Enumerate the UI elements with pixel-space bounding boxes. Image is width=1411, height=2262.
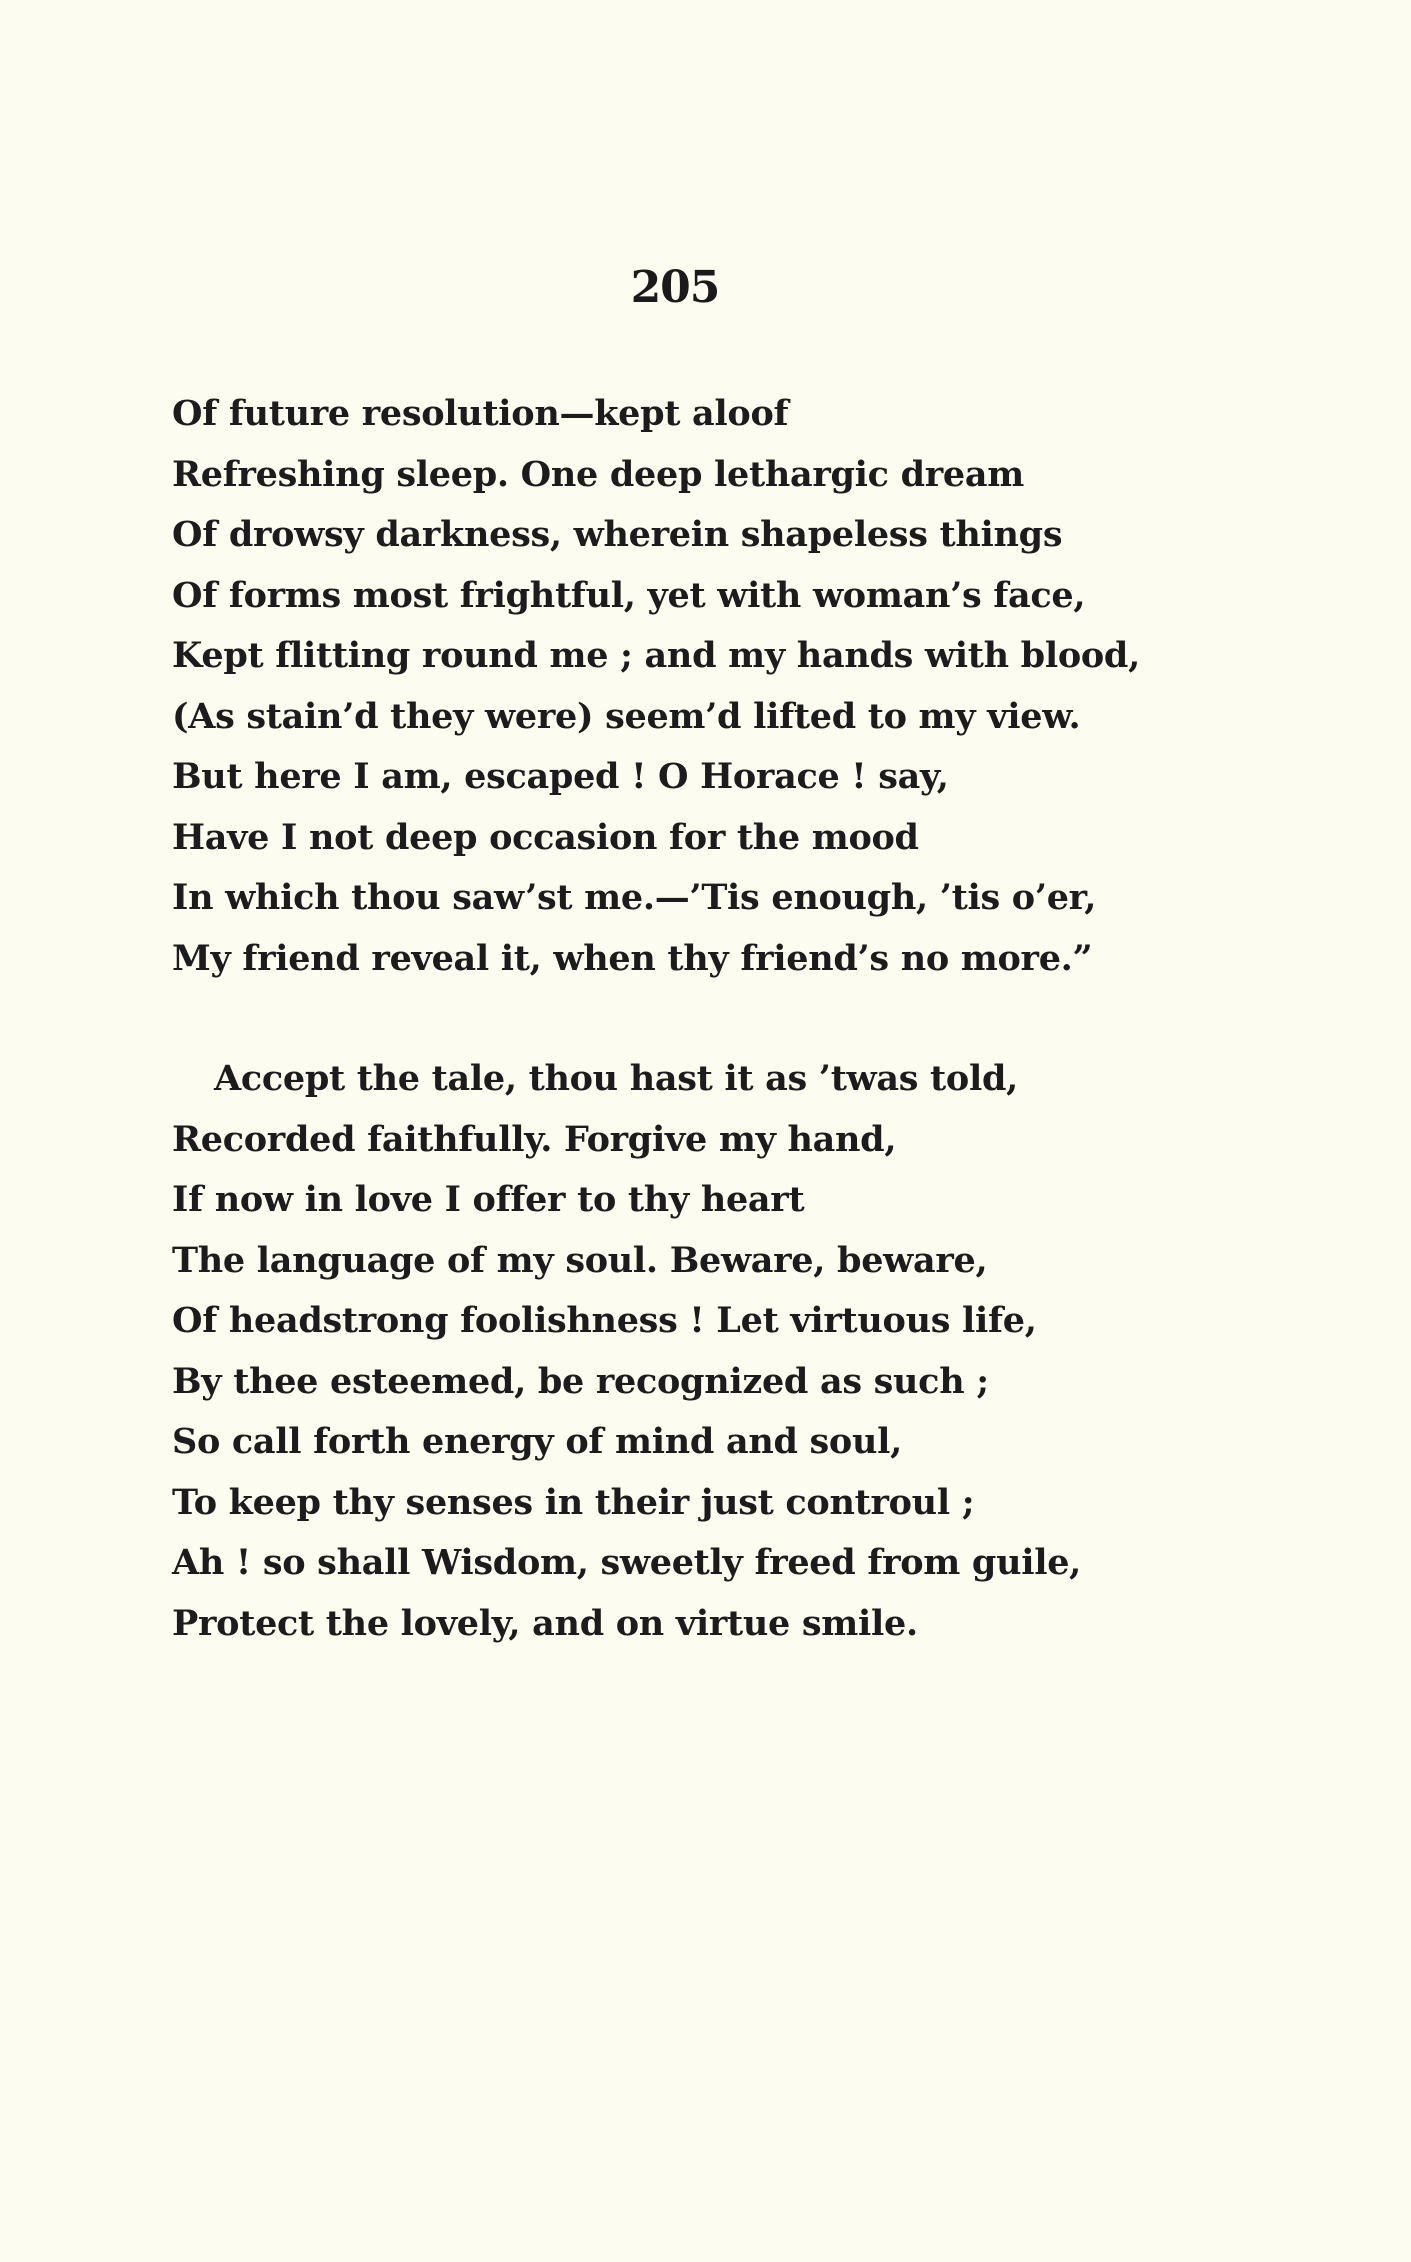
verse-line: So call forth energy of mind and soul, — [172, 1421, 903, 1462]
verse-line: Of drowsy darkness, wherein shapeless things — [172, 514, 1063, 555]
stanza-1 — [172, 384, 1140, 989]
verse-line: By thee esteemed, be recognized as such ; — [172, 1360, 989, 1402]
verse-line: In which thou saw’st me.—’Tis enough, ’tis o’er, — [172, 877, 1097, 918]
page-number: 205 — [630, 262, 720, 313]
verse-line: Kept flitting round me ; and my hands with blood, — [172, 635, 1140, 676]
verse-line: The language of my soul. Beware, beware, — [172, 1239, 988, 1281]
verse-line: If now in love I offer to thy heart — [172, 1179, 805, 1220]
verse-line: Of headstrong foolishness ! Let virtuous life, — [172, 1300, 1037, 1341]
verse-line: Of future resolution—kept aloof — [172, 393, 789, 434]
verse-line: My friend reveal it, when thy friend’s no more.” — [172, 937, 1093, 979]
verse-line: (As stain’d they were) seem’d lifted to my view. — [172, 695, 1081, 737]
stanza-2 — [172, 1049, 1081, 1654]
verse-line: Ah ! so shall Wisdom, sweetly freed from guile, — [172, 1542, 1082, 1583]
verse-line: Refreshing sleep. One deep lethargic dream — [172, 453, 1024, 495]
verse-line: Protect the lovely, and on virtue smile. — [172, 1602, 918, 1644]
verse-line: Recorded faithfully. Forgive my hand, — [172, 1118, 897, 1160]
verse-line: To keep thy senses in their just controul ; — [172, 1481, 975, 1523]
verse-line: Have I not deep occasion for the mood — [172, 816, 919, 858]
verse-line: But here I am, escaped ! O Horace ! say, — [172, 756, 949, 797]
verse-line: Of forms most frightful, yet with woman’s face, — [172, 574, 1086, 616]
verse-line-indented: Accept the tale, thou hast it as ’twas told, — [214, 1058, 1019, 1099]
